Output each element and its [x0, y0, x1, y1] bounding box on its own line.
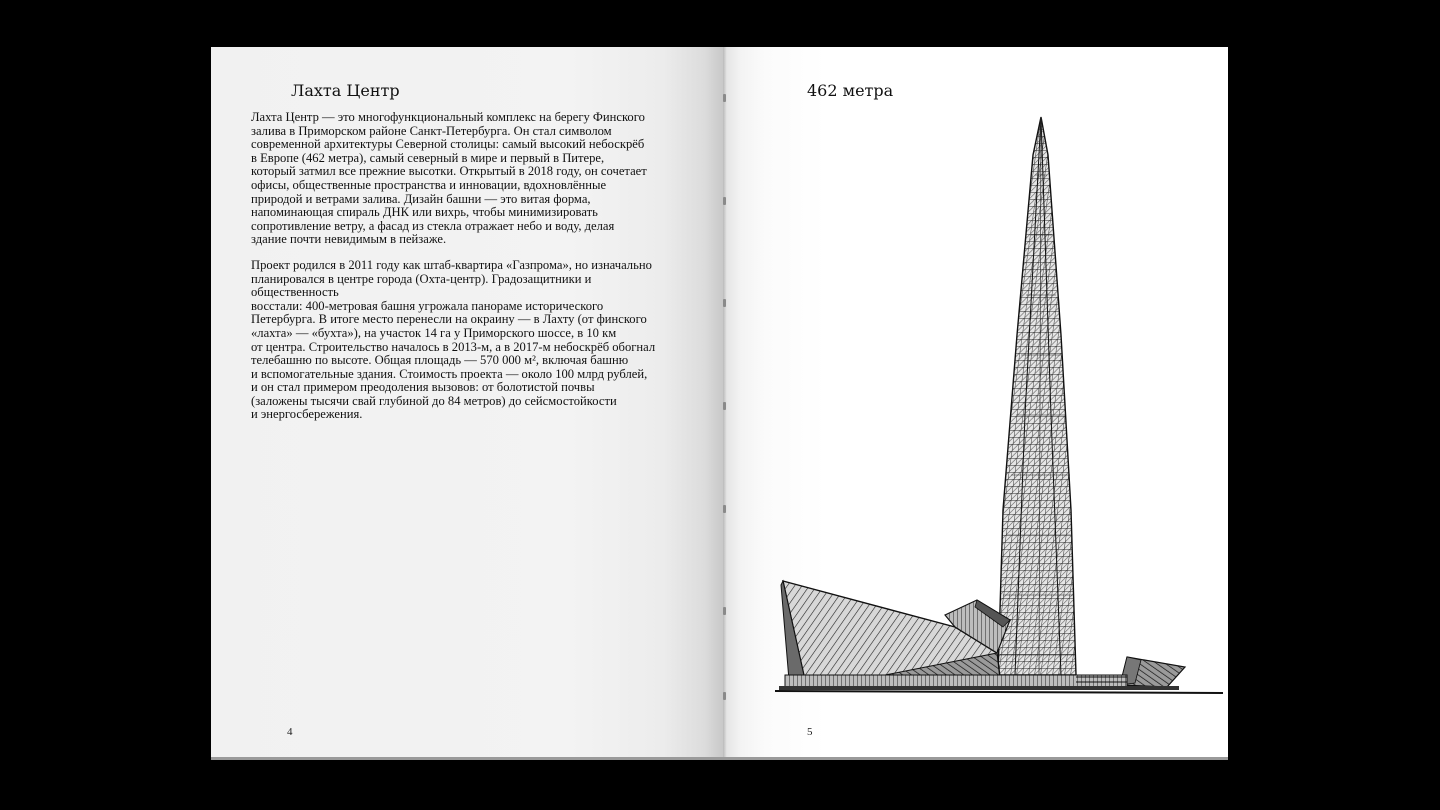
stitch-mark [723, 197, 726, 205]
paragraph-1: Лахта Центр — это многофункциональный комплекс на берегу Финского залива в Приморском районе Санкт-Петербурга. Он стал символом современной архитектуры Северной столицы: самый высокий небоскрёб в Европе (462 метра), самый северный в мире и первый в Питере, который затмил все прежние высотки. Открытый в 2018 году, он сочетает офисы, общественные пространства и инновации, вдохновлённые природой и ветрами залива. Дизайн башни — это витая форма, напоминающая спираль ДНК или вихрь, чтобы минимизировать сопротивление ветру, а фасад из стекла отражает небо и воду, делая здание почти невидимым в пейзаже. [251, 110, 647, 247]
left-page [211, 47, 725, 760]
left-page-body [251, 111, 676, 434]
book-spread [211, 47, 1228, 760]
right-page-number: 5 [807, 726, 813, 738]
page-bottom-edge [211, 757, 1228, 760]
left-page-number: 4 [287, 726, 293, 738]
left-page-title: Лахта Центр [291, 81, 400, 100]
lakhta-tower-drawing-icon [765, 115, 1225, 700]
stitch-mark [723, 692, 726, 700]
right-page [725, 47, 1228, 760]
stitch-mark [723, 505, 726, 513]
right-page-title: 462 метра [807, 81, 894, 100]
paragraph-2: Проект родился в 2011 году как штаб-квартира «Газпрома», но изначально планировался в центре города (Охта-центр). Градозащитники и общественность восстали: 400-метровая башня угрожала панораме исторического Петербурга. В итоге место перенесли на окраину — в Лахту (от финского «лахта» — «бухта»), на участок 14 га у Приморского шоссе, в 10 км от центра. Строительство началось в 2013-м, а в 2017-м небоскрёб обогнал телебашню по высоте. Общая площадь — 570 000 м², включая башню и вспомогательные здания. Стоимость проекта — около 100 млрд рублей, и он стал примером преодоления вызовов: от болотистой почвы (заложены тысячи свай глубиной до 84 метров) до сейсмостойкости и энергосбережения. [251, 257, 656, 422]
stitch-mark [723, 299, 726, 307]
stitch-mark [723, 402, 726, 410]
stitch-mark [723, 607, 726, 615]
stitch-mark [723, 94, 726, 102]
